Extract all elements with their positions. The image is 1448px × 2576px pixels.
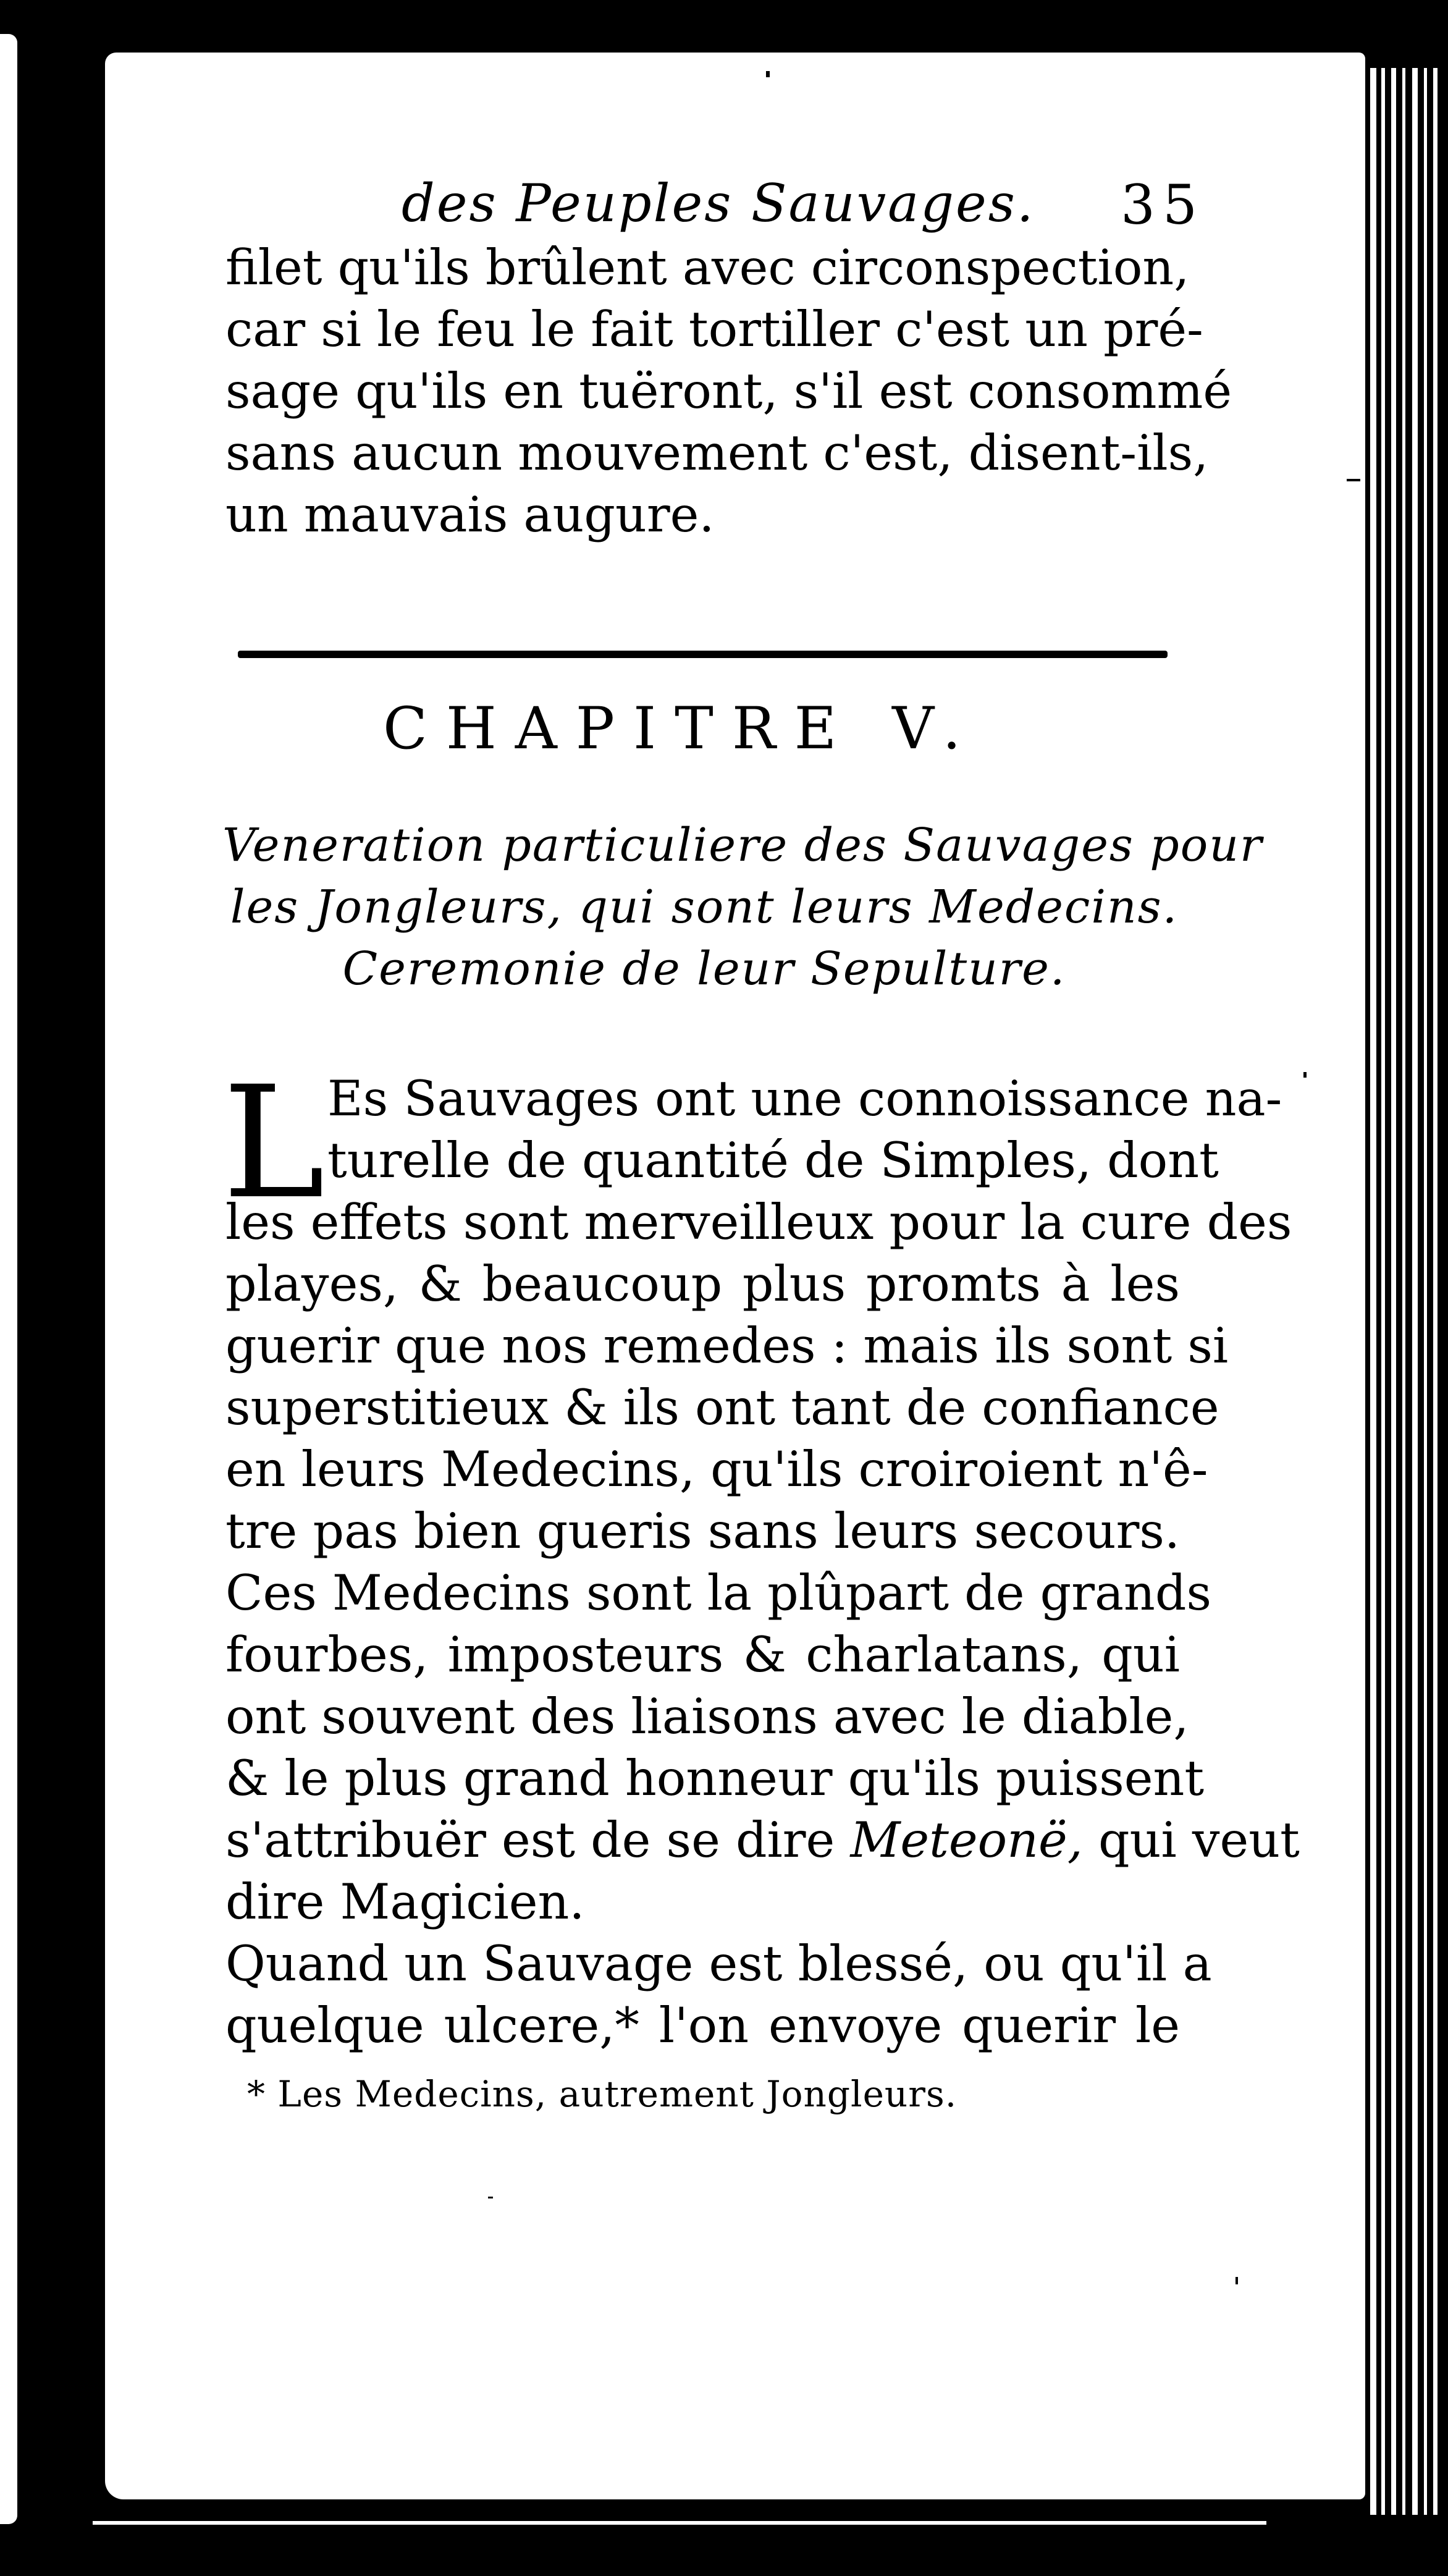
text-line: Es Sauvages ont une connoissance na- (327, 1070, 1282, 1127)
page-stack-edge (1424, 68, 1427, 2515)
chapter-heading: CHAPITRE V. (383, 695, 980, 762)
text-line: sage qu'ils en tuëront, s'il est consommé (225, 363, 1232, 420)
text-line: dire Magicien. (225, 1873, 585, 1930)
page-stack-edge (1391, 68, 1396, 2515)
text-line: Quand un Sauvage est blessé, ou qu'il a (225, 1935, 1212, 1992)
ink-speck (1303, 1072, 1307, 1078)
text-span: s'attribuër est de se dire (225, 1812, 835, 1869)
text-line: superstitieux & ils ont tant de confiance (225, 1379, 1219, 1436)
text-line: ont souvent des liaisons avec le diable, (225, 1688, 1189, 1745)
footnote: * Les Medecins, autrement Jongleurs. (247, 2073, 958, 2115)
ink-speck (1235, 2277, 1238, 2284)
text-line: un mauvais augure. (225, 486, 715, 543)
page-stack-edge (1433, 68, 1437, 2515)
page-bottom-edge (93, 2521, 1266, 2525)
text-line: tre pas bien gueris sans leurs secours. (225, 1503, 1180, 1560)
text-line: turelle de quantité de Simples, dont (327, 1132, 1219, 1189)
chapter-subtitle-line: Ceremonie de leur Sepulture. (342, 942, 1066, 995)
book-page (105, 53, 1365, 2499)
page-stack-edge (1402, 68, 1405, 2515)
page-number: 35 (1121, 173, 1205, 237)
section-rule (238, 651, 1168, 658)
chapter-subtitle-line: les Jongleurs, qui sont leurs Medecins. (230, 880, 1179, 934)
italic-term: Meteonë, (850, 1812, 1083, 1869)
text-line: sans aucun mouvement c'est, disent-ils, (225, 424, 1209, 481)
text-line: les effets sont merveilleux pour la cure des (225, 1194, 1292, 1251)
text-line: en leurs Medecins, qu'ils croiroient n'ê- (225, 1441, 1208, 1498)
page-stack-edge (1412, 68, 1418, 2515)
page-stack-edge (1370, 68, 1376, 2515)
chapter-subtitle-line: Veneration particuliere des Sauvages pour (222, 819, 1263, 872)
text-line: filet qu'ils brûlent avec circonspection, (225, 239, 1190, 296)
ink-speck (1347, 479, 1360, 481)
ink-speck (488, 2197, 493, 2198)
text-line: playes, & beaucoup plus promts à les (225, 1256, 1180, 1312)
text-line: Ces Medecins sont la plûpart de grands (225, 1565, 1212, 1621)
text-line (225, 1810, 1300, 1870)
ink-speck (766, 71, 770, 77)
text-line: fourbes, imposteurs & charlatans, qui (225, 1626, 1180, 1683)
facing-page-edge (0, 34, 17, 2524)
text-line: guerir que nos remedes : mais ils sont si (225, 1317, 1229, 1374)
page-stack-edge (1381, 68, 1385, 2515)
drop-cap: L (222, 1053, 326, 1233)
text-line: car si le feu le fait tortiller c'est un pré- (225, 301, 1203, 358)
running-head (297, 173, 1205, 247)
text-line: & le plus grand honneur qu'ils puissent (225, 1750, 1205, 1807)
text-span: qui veut (1098, 1812, 1300, 1869)
running-title: des Peuples Sauvages. (402, 173, 1035, 234)
text-line: quelque ulcere,* l'on envoye querir le (225, 1997, 1180, 2054)
